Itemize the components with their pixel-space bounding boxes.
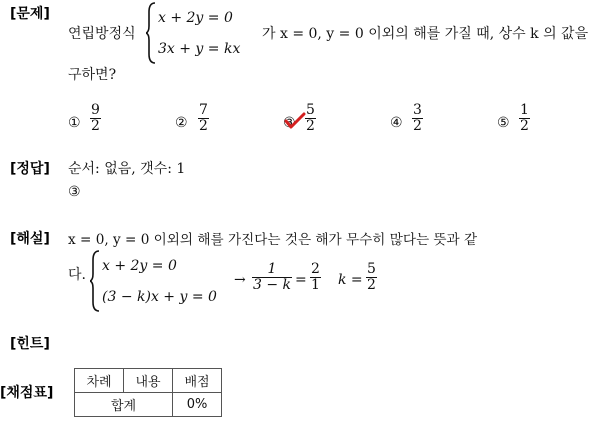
explanation-eq2: (3 − k)x + y = 0 [102,289,217,305]
option-3-marker: ③ [283,115,296,131]
problem-system-brace [146,2,156,64]
option-4-fraction [412,103,423,134]
option-5-fraction [519,103,530,134]
option-5-num: 1 [520,102,529,118]
grading-table [74,368,222,417]
option-3-num: 5 [306,102,315,118]
option-5-den: 2 [520,118,529,134]
problem-eq2: 3x + y = kx [158,41,241,57]
option-1-num: 9 [91,102,100,118]
explanation-frac3 [366,262,377,293]
explanation-frac2-den: 1 [311,277,320,293]
option-4-den: 2 [413,118,422,134]
grading-header-row [75,369,222,393]
grading-header-order: 차례 [75,369,124,393]
check-mark-icon [284,112,306,130]
problem-prefix: 연립방정식 [68,26,136,42]
explanation-frac1-den: 3 − k [253,277,292,293]
answer-line2: ③ [68,184,81,200]
option-3-den: 2 [306,118,315,134]
explanation-k-eq: k = [338,272,363,288]
option-4-num: 3 [413,102,422,118]
explanation-frac3-den: 2 [367,277,376,293]
explanation-frac2-num: 2 [311,261,320,277]
answer-label: [정답] [10,161,50,177]
option-1-fraction [90,103,101,134]
hint-label: [힌트] [10,336,50,352]
option-2-fraction [198,103,209,134]
option-1-den: 2 [91,118,100,134]
explanation-frac1 [252,262,292,293]
explanation-line2-prefix: 다. [68,267,86,283]
explanation-eq1: x + 2y = 0 [102,258,177,274]
explanation-line1: x = 0, y = 0 이외의 해를 가진다는 것은 해가 무수히 많다는 뜻과 같 [68,232,478,248]
grading-header-content: 내용 [124,369,173,393]
explanation-frac1-num: 1 [267,261,277,277]
option-2-num: 7 [199,102,208,118]
explanation-label: [해설] [10,231,50,247]
explanation-frac2 [310,262,321,293]
answer-line1: 순서: 없음, 갯수: 1 [68,161,186,177]
option-4-marker: ④ [390,115,403,131]
problem-line2: 구하면? [68,67,117,83]
explanation-frac3-num: 5 [367,261,376,277]
grading-total-label: 합계 [75,393,173,417]
explanation-arrow: → [234,272,246,288]
option-1-marker: ① [68,115,81,131]
grading-total-value: 0% [173,393,222,417]
option-2-den: 2 [199,118,208,134]
option-3-fraction [305,103,316,134]
grading-header-score: 배점 [173,369,222,393]
option-5-marker: ⑤ [497,115,510,131]
grading-total-row [75,393,222,417]
problem-eq1: x + 2y = 0 [158,10,233,26]
explanation-system-brace [90,250,100,312]
problem-label: [문제] [10,6,50,22]
problem-condition: 가 x = 0, y = 0 이외의 해를 가질 때, 상수 k 의 값을 [262,26,589,42]
grading-label: [채점표] [0,385,54,401]
explanation-eq-sign: = [295,272,307,288]
option-2-marker: ② [175,115,188,131]
